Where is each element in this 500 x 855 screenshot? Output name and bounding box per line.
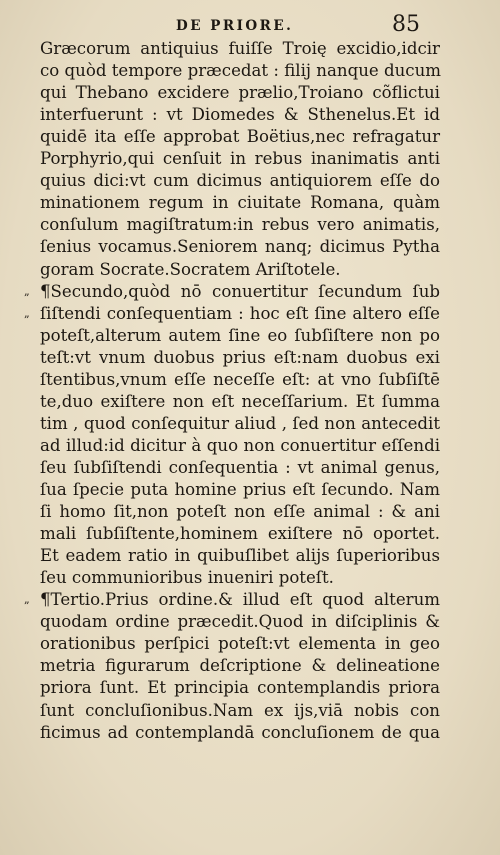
text-line: Porphyrio,qui cenſuit in rebus inanimatis anti bbox=[40, 149, 440, 169]
text-line: teſt:vt vnum duobus prius eſt:nam duobus exi bbox=[40, 347, 440, 367]
text-line: goram Socrate.Socratem Ariſtotele. bbox=[40, 259, 341, 279]
text-line: co quòd tempore præcedat : filij nanque ducum bbox=[40, 61, 442, 81]
text-line: interfuerunt : vt Diomedes & Sthenelus.Et id bbox=[40, 105, 440, 125]
running-head: DE PRIORE. bbox=[176, 18, 294, 34]
text-line: ſi homo ſit,non poteſt non eſſe animal : & ani bbox=[40, 502, 440, 522]
margin-quote-mark: „ bbox=[24, 306, 30, 320]
bottom-margin bbox=[0, 760, 500, 855]
text-line: priora ſunt. Et principia contemplandis priora bbox=[40, 678, 440, 698]
page-header bbox=[0, 14, 500, 40]
margin-quote-mark: „ bbox=[24, 593, 30, 607]
text-line: quidē ita eſſe approbat Boëtius,nec refragatur bbox=[40, 127, 440, 147]
text-line: ad illud:id dicitur à quo non conuertitur eſſendi bbox=[40, 435, 440, 455]
text-line: orationibus perſpici poteſt:vt elementa in geo bbox=[40, 634, 440, 654]
text-line: mali ſubſiſtente,hominem exiſtere nō oportet. bbox=[40, 524, 440, 544]
text-line: metria figurarum deſcriptione & delineatione bbox=[40, 656, 440, 676]
page-number: 85 bbox=[392, 12, 420, 37]
text-line: ſtentibus,vnum eſſe neceſſe eſt: at vno ſubſiſtē bbox=[40, 369, 440, 389]
text-line: minationem regum in ciuitate Romana, quàm bbox=[40, 193, 440, 213]
text-line: ſeu communioribus inueniri poteſt. bbox=[40, 568, 334, 588]
text-line: Græcorum antiquius fuiſſe Troię excidio,idcir bbox=[40, 39, 440, 58]
text-line: ¶Tertio.Prius ordine.& illud eſt quod alterum bbox=[40, 590, 440, 610]
text-line: ficimus ad contemplandā concluſionem de qua bbox=[40, 722, 440, 742]
text-line: poteſt,alterum autem ſine eo ſubſiſtere non po bbox=[40, 325, 440, 345]
text-line: tim , quod conſequitur aliud , ſed non antecedit bbox=[40, 413, 440, 433]
text-line: ſunt concluſionibus.Nam ex ijs,viā nobis con bbox=[40, 700, 440, 720]
text-line: conſulum magiſtratum:in rebus vero animatis, bbox=[40, 215, 440, 235]
text-line: ¶Secundo,quòd nō conuertitur ſecundum ſub bbox=[40, 281, 440, 301]
text-line: quodam ordine præcedit.Quod in diſciplinis & bbox=[40, 612, 440, 632]
text-line: Et eadem ratio in quibuſlibet alijs ſuperioribus bbox=[40, 546, 440, 566]
text-line: ſenius vocamus.Seniorem nanq; dicimus Pytha bbox=[40, 237, 440, 257]
margin-quote-mark: „ bbox=[24, 284, 30, 298]
text-line: ſiſtendi conſequentiam : hoc eſt ſine altero eſſe bbox=[40, 303, 440, 323]
text-line: ſeu ſubſiſtendi conſequentia : vt animal genus, bbox=[40, 457, 440, 477]
text-line: quius dici:vt cum dicimus antiquiorem eſſe do bbox=[40, 171, 440, 191]
text-line: te,duo exiſtere non eſt neceſſarium. Et ſumma bbox=[40, 391, 440, 411]
text-line: ſua ſpecie puta homine prius eſt ſecundo. Nam bbox=[40, 480, 440, 499]
text-line: qui Thebano excidere prælio,Troiano cõflictui bbox=[40, 83, 440, 103]
